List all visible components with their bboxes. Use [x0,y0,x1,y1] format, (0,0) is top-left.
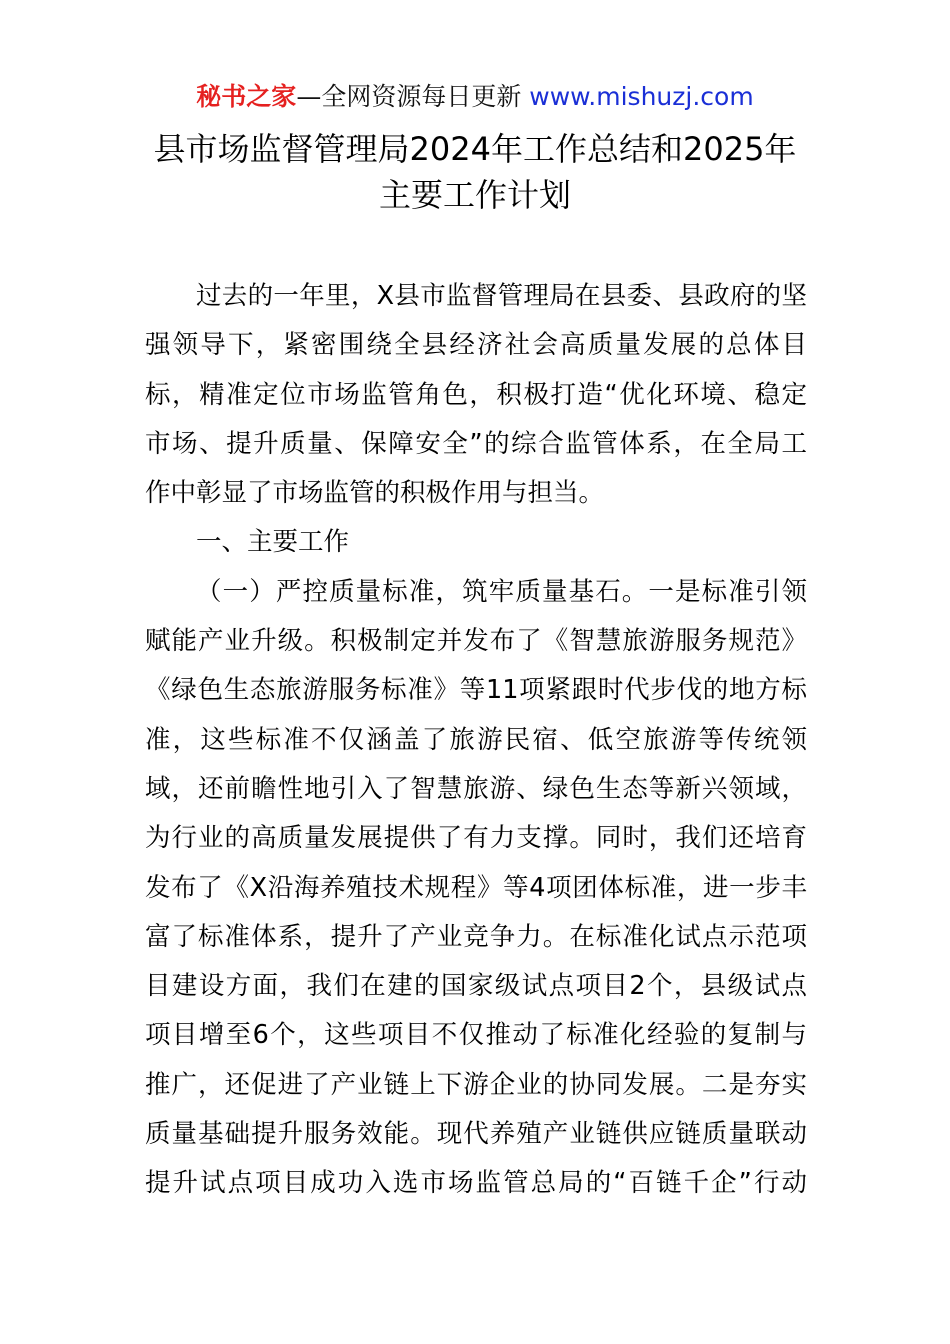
body-line: 富了标准体系，提升了产业竞争力。在标准化试点示范项 [145,921,807,952]
body-line: 发布了《X沿海养殖技术规程》等4项团体标准，进一步丰 [145,872,807,903]
body-line: 作中彰显了市场监管的积极作用与担当。 [145,478,605,509]
document-title [0,126,950,218]
document-body [145,272,807,1209]
site-header [0,80,950,114]
body-line: 强领导下，紧密围绕全县经济社会高质量发展的总体目 [145,330,807,361]
site-url-link[interactable]: www.mishuzj.com [529,82,754,111]
body-line: 为行业的高质量发展提供了有力支撑。同时，我们还培育 [145,823,807,854]
body-line: 提升试点项目成功入选市场监管总局的“百链千企”行动 [145,1168,807,1199]
body-line: 域，还前瞻性地引入了智慧旅游、绿色生态等新兴领域， [145,773,807,804]
site-tagline: —全网资源每日更新 [296,82,530,111]
body-line: 准，这些标准不仅涵盖了旅游民宿、低空旅游等传统领 [145,724,807,755]
body-line: 项目增至6个，这些项目不仅推动了标准化经验的复制与 [145,1020,807,1051]
body-line: （一）严控质量标准，筑牢质量基石。一是标准引领 [196,576,807,607]
body-line: 过去的一年里，X县市监督管理局在县委、县政府的坚 [196,281,807,311]
site-name: 秘书之家 [196,82,297,111]
body-line: 质量基础提升服务效能。现代养殖产业链供应链质量联动 [145,1119,807,1150]
body-line: 赋能产业升级。积极制定并发布了《智慧旅游服务规范》 [145,626,807,657]
body-line: 市场、提升质量、保障安全”的综合监管体系，在全局工 [145,428,807,459]
body-line: 推广，还促进了产业链上下游企业的协同发展。二是夯实 [145,1069,807,1100]
body-line: 《绿色生态旅游服务标准》等11项紧跟时代步伐的地方标 [145,675,807,706]
section-heading: 一、主要工作 [196,527,350,558]
body-line: 标，精准定位市场监管角色，积极打造“优化环境、稳定 [145,379,807,410]
title-line-1: 县市场监督管理局2024年工作总结和2025年 [153,130,797,168]
title-line-2: 主要工作计划 [378,176,571,214]
body-line: 目建设方面，我们在建的国家级试点项目2个，县级试点 [145,971,807,1002]
